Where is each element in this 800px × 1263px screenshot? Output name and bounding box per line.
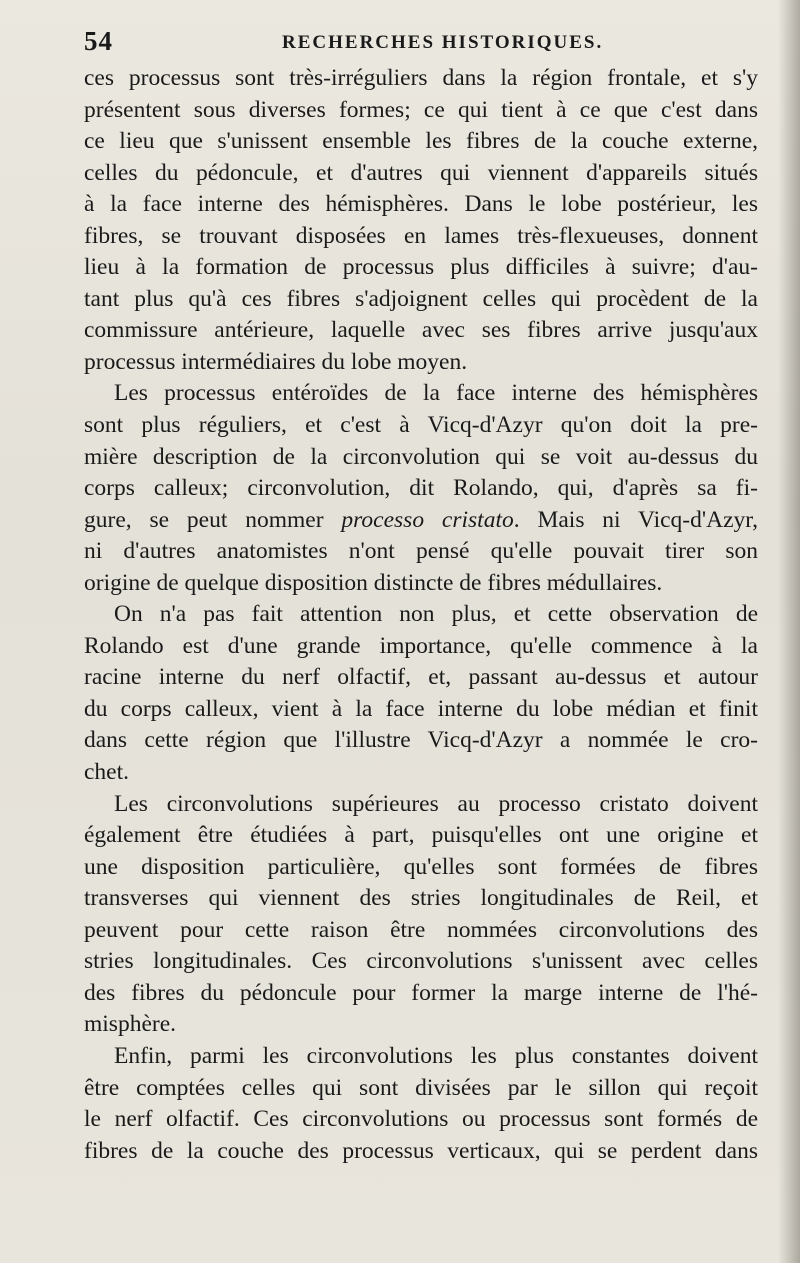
text-line: Les processus entéroïdes de la face interne des hémisphères <box>114 380 758 407</box>
page-header <box>84 26 604 60</box>
text-line: sont plus réguliers, et c'est à Vicq-d'Azyr qu'on doit la pre- <box>84 412 758 439</box>
text-line: stries longitudinales. Ces circonvolutions s'unissent avec celles <box>84 948 758 975</box>
text-line: à la face interne des hémisphères. Dans le lobe postérieur, les <box>84 191 758 218</box>
paragraph <box>84 599 758 788</box>
italic-term: processo cristato <box>341 506 514 533</box>
text-line: origine de quelque disposition distincte de fibres médullaires. <box>84 569 663 596</box>
paragraph <box>84 378 758 599</box>
text-line: des fibres du pédoncule pour former la marge interne de l'hé- <box>84 979 758 1006</box>
text-line: Enfin, parmi les circonvolutions les plus constantes doivent <box>114 1042 758 1069</box>
text-line: Rolando est d'une grande importance, qu'elle commence à la <box>84 632 758 659</box>
text-line: une disposition particulière, qu'elles sont formées de fibres <box>84 853 758 880</box>
paragraph <box>84 1041 758 1167</box>
text-line: également être étudiées à part, puisqu'elles ont une origine et <box>84 822 758 849</box>
text-line: du corps calleux, vient à la face interne du lobe médian et finit <box>84 695 758 722</box>
text-line: commissure antérieure, laquelle avec ses fibres arrive jusqu'aux <box>84 317 758 344</box>
text-line: chet. <box>84 759 130 786</box>
page-number: 54 <box>84 26 113 56</box>
text-line: transverses qui viennent des stries longitudinales de Reil, et <box>84 885 758 912</box>
text-line: celles du pédoncule, et d'autres qui viennent d'appareils situés <box>84 159 758 186</box>
text-line: racine interne du nerf olfactif, et, passant au-dessus et autour <box>84 664 758 691</box>
text-line: présentent sous diverses formes; ce qui tient à ce que c'est dans <box>84 96 758 123</box>
text-line: le nerf olfactif. Ces circonvolutions ou processus sont formés de <box>84 1106 758 1133</box>
text-line: corps calleux; circonvolution, dit Rolando, qui, d'après sa fi- <box>84 475 758 502</box>
text-line: tant plus qu'à ces fibres s'adjoignent celles qui procèdent de la <box>84 285 758 312</box>
paragraph <box>84 789 758 1041</box>
text-line: ce lieu que s'unissent ensemble les fibres de la couche externe, <box>84 128 758 155</box>
text-line: ces processus sont très-irréguliers dans la région frontale, et s'y <box>84 65 758 91</box>
text-line: On n'a pas fait attention non plus, et cette observation de <box>114 601 758 628</box>
text-line: gure, se peut nommer processo cristato. Mais ni Vicq-d'Azyr, <box>84 506 759 533</box>
text-line: fibres de la couche des processus verticaux, qui se perdent dans <box>84 1137 758 1164</box>
text-line: ni d'autres anatomistes n'ont pensé qu'elle pouvait tirer son <box>84 538 758 565</box>
running-head: RECHERCHES HISTORIQUES. <box>282 32 604 53</box>
text-line: mière description de la circonvolution qui se voit au-dessus du <box>84 443 758 470</box>
paragraph <box>84 63 758 378</box>
text-line: Les circonvolutions supérieures au processo cristato doivent <box>114 790 758 817</box>
text-line: lieu à la formation de processus plus difficiles à suivre; d'au- <box>84 254 758 281</box>
text-line: dans cette région que l'illustre Vicq-d'Azyr a nommée le cro- <box>84 727 758 754</box>
text-line: misphère. <box>84 1011 177 1038</box>
text-line: fibres, se trouvant disposées en lames très-flexueuses, donnent <box>84 222 758 249</box>
text-line: peuvent pour cette raison être nommées circonvolutions des <box>84 916 758 943</box>
text-line: processus intermédiaires du lobe moyen. <box>84 348 468 375</box>
text-line: être comptées celles qui sont divisées par le sillon qui reçoit <box>84 1074 758 1101</box>
body-text <box>84 63 758 1167</box>
